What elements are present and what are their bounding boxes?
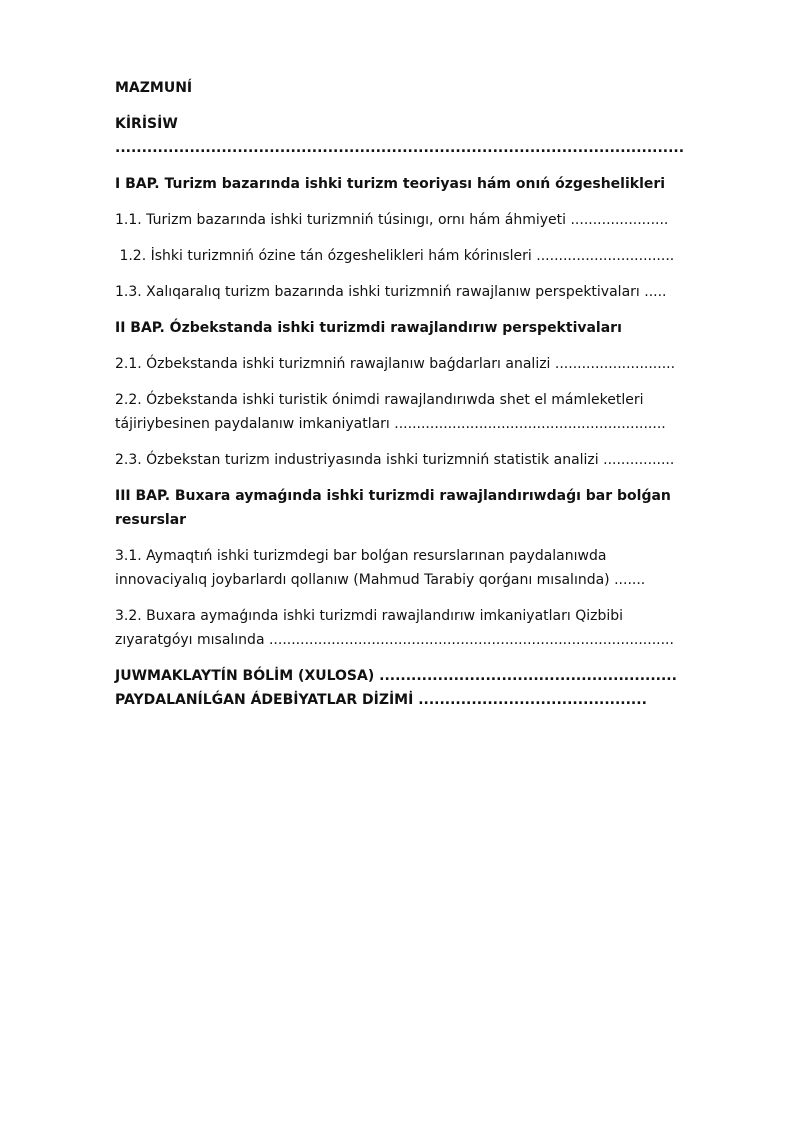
toc-entry-3-1: 3.1. Aymaqtıń ishki turizmdegi bar bolǵan resurslarınan paydalanıwda innovaciyalıq joybarlardı qollanıw (Mahmud Tarabiy qorǵanı mısalında) .......: [115, 548, 646, 588]
toc-entry-1-2: 1.2. İshki turizmniń ózine tán ózgeshelikleri hám kórinısleri ...............................: [115, 248, 675, 264]
toc-title: MAZMUNÍ: [115, 80, 193, 96]
toc-entry-2-1: 2.1. Ózbekstanda ishki turizmniń rawajlanıw baǵdarları analizi ...........................: [115, 356, 676, 372]
toc-entry-bibliography: PAYDALANÍLǴAN ÁDEBİYATLAR DİZİMİ ...........................................: [115, 692, 647, 708]
toc-chapter-3: III BAP. Buxara aymaǵında ishki turizmdi rawajlandırıwdaǵı bar bolǵan resurslar: [115, 488, 671, 528]
toc-chapter-2: II BAP. Ózbekstanda ishki turizmdi rawajlandırıw perspektivaları: [115, 320, 622, 336]
toc-entry-introduction: KİRİSİW ...........................................................................................................: [115, 116, 685, 156]
toc-entry-1-3: 1.3. Xalıqaralıq turizm bazarında ishki turizmniń rawajlanıw perspektivaları .....: [115, 284, 667, 300]
toc-entry-2-3: 2.3. Ózbekstan turizm industriyasında ishki turizmniń statistik analizi ................: [115, 452, 675, 468]
toc-entry-3-2: 3.2. Buxara aymaǵında ishki turizmdi rawajlandırıw imkaniyatları Qizbibi zıyaratgóyı mısalında ...........................................................................................: [115, 608, 674, 648]
toc-entry-conclusion: JUWMAKLAYTÍN BÓLİM (XULOSA) ........................................................: [115, 668, 677, 684]
toc-entry-1-1: 1.1. Turizm bazarında ishki turizmniń túsinıgı, ornı hám áhmiyeti ......................: [115, 212, 669, 228]
toc-chapter-1: I BAP. Turizm bazarında ishki turizm teoriyası hám onıń ózgeshelikleri: [115, 176, 666, 192]
toc-entry-2-2: 2.2. Ózbekstanda ishki turistik ónimdi rawajlandırıwda shet el mámleketleri tájiriybesinen paydalanıw imkaniyatları .............................................................: [115, 392, 666, 432]
